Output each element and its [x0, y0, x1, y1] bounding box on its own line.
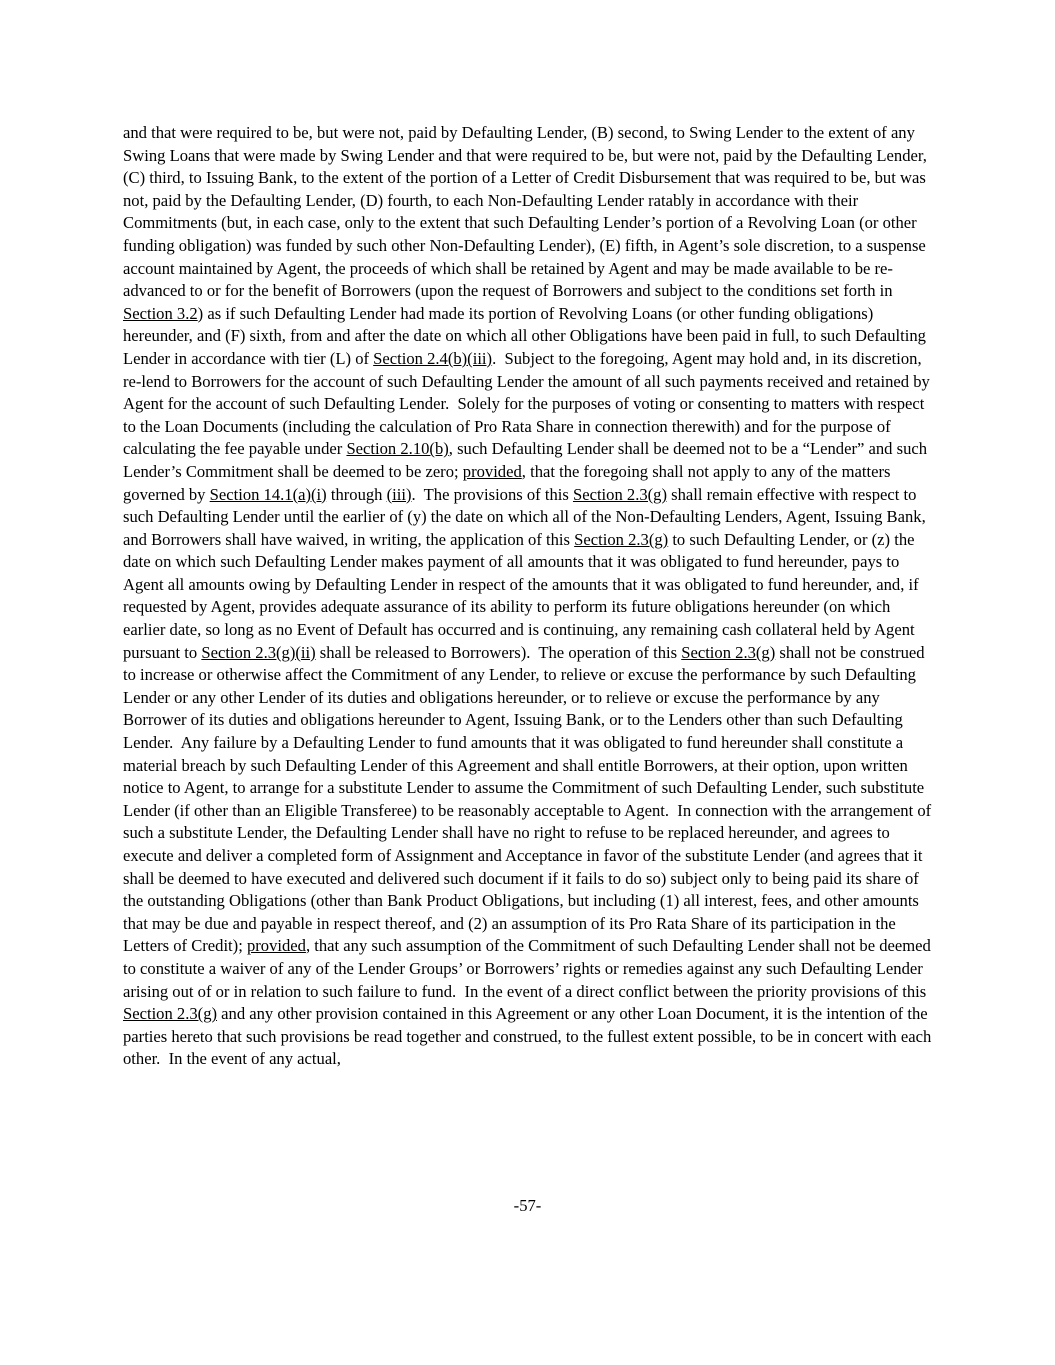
section-reference: (iii) [386, 484, 412, 504]
body-text-run: . Subject to the foregoing, Agent may hold and, in its discretion, re-lend to Borrowers for the account of such Defaulting Lender the amount of all such payments received and retained by Agent for the account of such Defaulting Lender. Solely for the purposes of voting or consenting to matters with respect to the Loan Documents (including the calculation of Pro Rata Share in connection therewith) and for the purpose of calculating the fee payable under [123, 348, 934, 459]
section-reference: Section 2.3(g) [572, 484, 667, 504]
section-reference: Section 2.4(b)(iii) [373, 348, 493, 368]
section-reference: Section 2.3(g) [123, 1004, 218, 1024]
body-text-run: shall remain effective with respect to such Defaulting Lender until the earlier of (y) the date on which all of the Non-Defaulting Lenders, Agent, Issuing Bank, and Borrowers shall have waived, in writing, the application of this [123, 484, 930, 549]
section-reference: provided [462, 461, 522, 481]
body-text-run: shall not be construed to increase or otherwise affect the Commitment of any Lender, to relieve or excuse the performance by such Defaulting Lender or any other Lender of its duties and obligations hereunder, or to relieve or excuse the performance by any Borrower of its duties and obligations hereunder to Agent, Issuing Bank, or to the Lenders other than such Defaulting Lender. Any failure by a Defaulting Lender to fund amounts that it was obligated to fund hereunder shall constitute a material breach by such Defaulting Lender of this Agreement and shall entitle Borrowers, at their option, upon written notice to Agent, to arrange for a substitute Lender to assume the Commitment of such Defaulting Lender, such substitute Lender (if other than an Eligible Transferee) to be reasonably acceptable to Agent. In connection with the arrangement of such a substitute Lender, the Defaulting Lender shall have no right to refuse to be replaced hereunder, and agrees to execute and deliver a completed form of Assignment and Acceptance in favor of the substitute Lender (and agrees that it shall be deemed to have executed and delivered such document if it fails to do so) subject only to being paid its share of the outstanding Obligations (other than Bank Product Obligations, but including (1) all interest, fees, and other amounts that may be due and payable in respect thereof, and (2) an assumption of its Pro Rata Share of its participation in the Letters of Credit); [123, 642, 936, 956]
body-text-run: through [326, 484, 387, 504]
section-reference: provided [246, 936, 306, 956]
section-reference: Section 14.1(a)(i) [209, 484, 327, 504]
body-text-run: and any other provision contained in this Agreement or any other Loan Document, it is the intention of the parties hereto that such provisions be read together and construed, to the fullest extent possible, to be in concert with each other. In the event of any actual, [123, 1004, 936, 1069]
section-reference: Section 2.3(g) [681, 642, 776, 662]
body-paragraph [123, 122, 936, 1071]
section-reference: Section 2.3(g) [574, 529, 669, 549]
body-text-run: shall be released to Borrowers). The operation of this [315, 642, 682, 662]
body-text-run: ) as if such Defaulting Lender had made its portion of Revolving Loans (or other funding obligations) hereunder, and (F) sixth, from and after the date on which all other Obligations have been paid in full, to such Defaulting Lender in accordance with tier (L) of [123, 303, 931, 368]
body-text-run: , that the foregoing shall not apply to any of the matters governed by [123, 461, 895, 504]
page-number: -57- [513, 1196, 542, 1215]
body-text-run: and that were required to be, but were not, paid by Defaulting Lender, (B) second, to Swing Lender to the extent of any Swing Loans that were made by Swing Lender and that were required to be, but were not, paid by the Defaulting Lender, (C) third, to Issuing Bank, to the extent of the portion of a Letter of Credit Disbursement that was required to be, but was not, paid by the Defaulting Lender, (D) fourth, to each Non-Defaulting Lender ratably in accordance with their Commitments (but, in each case, only to the extent that such Defaulting Lender’s portion of a Revolving Loan (or other funding obligation) was funded by such other Non-Defaulting Lender), (E) fifth, in Agent’s sole discretion, to a suspense account maintained by Agent, the proceeds of which shall be retained by Agent and may be made available to be re-advanced to or for the benefit of Borrowers (upon the request of Borrowers and subject to the conditions set forth in [123, 123, 936, 301]
body-text-run: , such Defaulting Lender shall be deemed not to be a “Lender” and such Lender’s Commitment shall be deemed to be zero; [123, 439, 932, 481]
body-text-run: , that any such assumption of the Commitment of such Defaulting Lender shall not be deemed to constitute a waiver of any of the Lender Groups’ or Borrowers’ rights or remedies against any such Defaulting Lender arising out of or in relation to such failure to fund. In the event of a direct conflict between the priority provisions of this [123, 936, 936, 1001]
body-text-run: to such Defaulting Lender, or (z) the date on which such Defaulting Lender makes payment of all amounts that it was obligated to fund hereunder, pays to Agent all amounts owing by Defaulting Lender in respect of the amounts that it was obligated to fund hereunder, and, if requested by Agent, provides adequate assurance of its ability to perform its future obligations hereunder (on which earlier date, so long as no Event of Default has occurred and is continuing, any remaining cash collateral held by Agent pursuant to [123, 529, 923, 662]
section-reference: Section 2.3(g)(ii) [201, 642, 316, 662]
body-text-run: . The provisions of this [411, 484, 573, 504]
section-reference: Section 2.10(b) [346, 439, 449, 459]
section-reference: Section 3.2 [123, 303, 198, 323]
